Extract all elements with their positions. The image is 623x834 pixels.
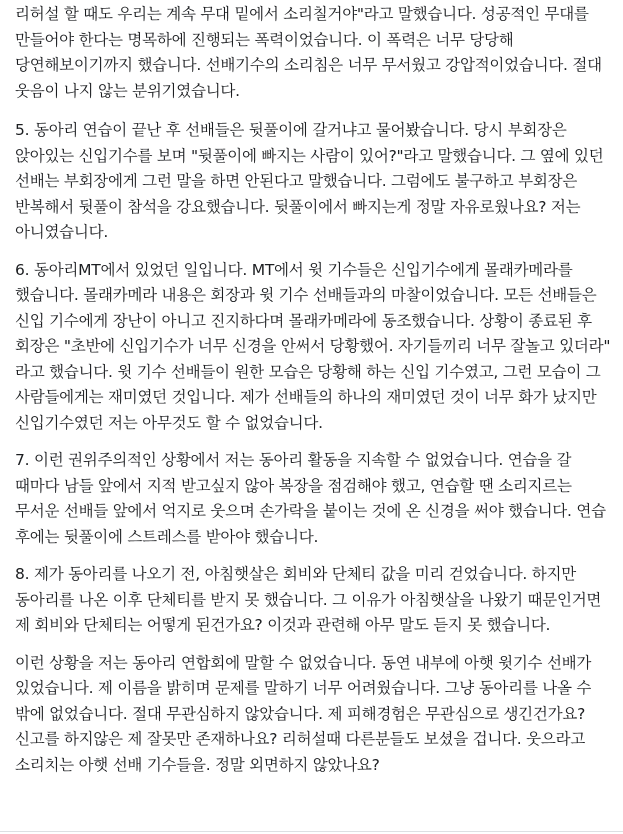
post-paragraph: 리허설 할 때도 우리는 계속 무대 밑에서 소리칠거야"라고 말했습니다. 성공적인 무대를 만들어야 한다는 명목하에 진행되는 폭력이었습니다. 이 폭력은 너무 당당해 당연해보이기까지 했습니다. 선배기수의 소리침은 너무 무서웠고 강압적이었습니다. 절대 웃음이 나지 않는 분위기였습니다. [15, 5, 602, 100]
post-divider [0, 831, 623, 832]
post-paragraph: 이런 상황을 저는 동아리 연합회에 말할 수 없었습니다. 동연 내부에 아햇 윗기수 선배가 있었습니다. 제 이름을 밝히며 문제를 말하기 너무 어려웠습니다. 그냥 동아리를 나올 수 밖에 없었습니다. 절대 무관심하지 않았습니다. 제 피해경험은 무관심으로 생긴건가요? 신고를 하지않은 제 잘못만 존재하나요? 리허설때 다른분들도 보셨을 겁니다. 웃으라고 소리치는 아햇 선배 기수들을. 정말 외면하지 않았나요? [15, 653, 592, 774]
post-body [15, 2, 615, 790]
post-paragraph: 5. 동아리 연습이 끝난 후 선배들은 뒷풀이에 갈거냐고 물어봤습니다. 당시 부회장은 앉아있는 신입기수를 보며 "뒷풀이에 빠지는 사람이 있어?"라고 말했습니다. 그 옆에 있던 선배는 부회장에게 그런 말을 하면 안된다고 말했습니다. 그럼에도 불구하고 부회장은 반복해서 뒷풀이 참석을 강요했습니다. 뒷풀이에서 빠지는게 정말 자유로웠나요? 저는 아니였습니다. [15, 121, 604, 241]
post-paragraph: 6. 동아리MT에서 있었던 일입니다. MT에서 윗 기수들은 신입기수에게 몰래카메라를 했습니다. 몰래카메라 내용은 회장과 윗 기수 선배들과의 마찰이었습니다. 모든 선배들은 신입 기수에게 장난이 아니고 진지하다며 몰래카메라에 동조했습니다. 상황이 종료된 후 회장은 "초반에 신입기수가 너무 신경을 안써서 당황했어. 자기들끼리 너무 잘놀고 있더라" 라고 했습니다. 윗 기수 선배들이 원한 모습은 당황해 하는 신입 기수였고, 그런 모습이 그 사람들에게는 재미였던 것입니다. 제가 선배들의 하나의 재미였던 것이 너무 화가 났지만 신입기수였던 저는 아무것도 할 수 없었습니다. [15, 260, 611, 432]
post-paragraph: 7. 이런 권위주의적인 상황에서 저는 동아리 활동을 지속할 수 없었습니다. 연습을 갈 때마다 남들 앞에서 지적 받고싶지 않아 복장을 점검해야 했고, 연습할 땐 소리지르는 무서운 선배들 앞에서 억지로 웃으며 손가락을 붙이는 것에 온 신경을 써야 했습니다. 연습 후에는 뒷풀이에 스트레스를 받아야 했습니다. [15, 451, 606, 546]
post-paragraph: 8. 제가 동아리를 나오기 전, 아침햇살은 회비와 단체티 값을 미리 걷었습니다. 하지만 동아리를 나온 이후 단체티를 받지 못 했습니다. 그 이유가 아침햇살을 나왔기 때문인거면 제 회비와 단체티는 어떻게 된건가요? 이것과 관련해 아무 말도 듣지 못 했습니다. [15, 565, 602, 634]
